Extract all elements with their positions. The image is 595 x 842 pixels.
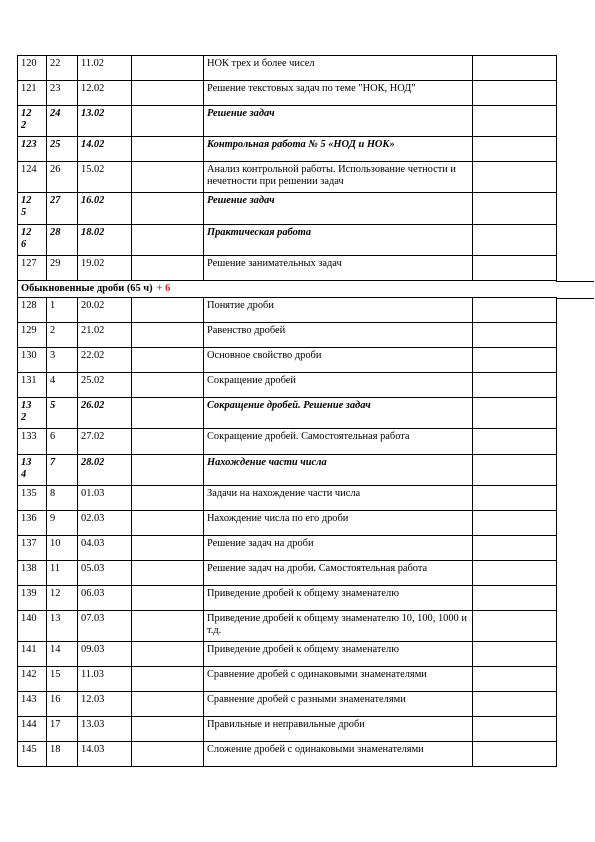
lesson-number: 142 (21, 669, 37, 680)
date-cell (78, 162, 132, 193)
actual-date-cell (132, 225, 204, 256)
actual-date-cell (132, 561, 204, 586)
topic-cell (204, 717, 473, 742)
topic-lesson-cell (47, 429, 78, 455)
notes-cell (473, 692, 557, 717)
topic-cell (204, 81, 473, 106)
topic-lesson-number: 2 (50, 325, 56, 336)
lesson-number-cell (18, 193, 47, 225)
lesson-topic: НОК трех и более чисел (207, 58, 315, 69)
lesson-number-cell (18, 137, 47, 162)
topic-cell (204, 137, 473, 162)
lesson-topic: Равенство дробей (207, 325, 286, 336)
topic-lesson-number: 4 (50, 375, 56, 386)
lesson-number: 12 2 (21, 108, 32, 131)
table-row (18, 137, 557, 162)
lesson-number: 135 (21, 488, 37, 499)
date-cell (78, 511, 132, 536)
lesson-number-cell (18, 611, 47, 642)
topic-lesson-number: 23 (50, 83, 61, 94)
lesson-number-cell (18, 256, 47, 281)
lesson-topic: Основное свойство дроби (207, 350, 322, 361)
lesson-topic: Сокращение дробей (207, 375, 296, 386)
actual-date-cell (132, 348, 204, 373)
lesson-number-cell (18, 455, 47, 486)
actual-date-cell (132, 611, 204, 642)
lesson-number-cell (18, 106, 47, 137)
lesson-date: 16.02 (81, 195, 105, 206)
topic-lesson-cell (47, 348, 78, 373)
table-row (18, 511, 557, 536)
notes-cell (473, 323, 557, 348)
lesson-topic: Решение задач (207, 108, 275, 119)
table-body-block-2 (18, 298, 557, 767)
table-row (18, 106, 557, 137)
topic-cell (204, 56, 473, 81)
lesson-number-cell (18, 56, 47, 81)
notes-cell (473, 225, 557, 256)
notes-cell (473, 667, 557, 692)
lesson-date: 18.02 (81, 227, 105, 238)
lesson-date: 27.02 (81, 431, 105, 442)
lesson-date: 26.02 (81, 400, 105, 411)
topic-lesson-number: 13 (50, 613, 61, 624)
lesson-number: 145 (21, 744, 37, 755)
actual-date-cell (132, 511, 204, 536)
lesson-date: 12.02 (81, 83, 105, 94)
topic-lesson-number: 24 (50, 108, 61, 119)
table-row (18, 455, 557, 486)
topic-lesson-cell (47, 536, 78, 561)
lesson-topic: Понятие дроби (207, 300, 274, 311)
lesson-date: 11.02 (81, 58, 104, 69)
lesson-date: 19.02 (81, 258, 105, 269)
notes-cell (473, 642, 557, 667)
lesson-number-cell (18, 429, 47, 455)
lesson-number: 121 (21, 83, 37, 94)
topic-lesson-cell (47, 225, 78, 256)
lesson-topic: Правильные и неправильные дроби (207, 719, 365, 730)
actual-date-cell (132, 106, 204, 137)
table-row (18, 193, 557, 225)
table-row (18, 561, 557, 586)
lesson-number-cell (18, 323, 47, 348)
actual-date-cell (132, 56, 204, 81)
lesson-date: 21.02 (81, 325, 105, 336)
lesson-number-cell (18, 81, 47, 106)
actual-date-cell (132, 398, 204, 429)
lesson-date: 28.02 (81, 457, 105, 468)
notes-cell (473, 81, 557, 106)
date-cell (78, 193, 132, 225)
lesson-topic: Приведение дробей к общему знаменателю (207, 644, 399, 655)
topic-lesson-number: 5 (50, 400, 56, 411)
topic-cell (204, 742, 473, 767)
topic-lesson-number: 22 (50, 58, 61, 69)
lesson-date: 09.03 (81, 644, 105, 655)
actual-date-cell (132, 742, 204, 767)
actual-date-cell (132, 586, 204, 611)
section-added-hours: + 6 (156, 283, 171, 294)
topic-cell (204, 348, 473, 373)
topic-lesson-number: 28 (50, 227, 61, 238)
lesson-number-cell (18, 717, 47, 742)
lesson-topic: Сложение дробей с одинаковыми знаменателями (207, 744, 424, 755)
lesson-number: 13 4 (21, 457, 32, 480)
date-cell (78, 611, 132, 642)
topic-cell (204, 692, 473, 717)
table-row (18, 256, 557, 281)
notes-cell (473, 486, 557, 511)
topic-lesson-number: 3 (50, 350, 56, 361)
lesson-topic: Решение занимательных задач (207, 258, 342, 269)
lesson-number-cell (18, 398, 47, 429)
lesson-number: 120 (21, 58, 37, 69)
topic-cell (204, 429, 473, 455)
topic-lesson-cell (47, 717, 78, 742)
lesson-topic: Сравнение дробей с разными знаменателями (207, 694, 406, 705)
actual-date-cell (132, 692, 204, 717)
lesson-number-cell (18, 536, 47, 561)
topic-lesson-number: 26 (50, 164, 61, 175)
notes-cell (473, 586, 557, 611)
topic-lesson-cell (47, 455, 78, 486)
actual-date-cell (132, 717, 204, 742)
lesson-date: 04.03 (81, 538, 105, 549)
lesson-topic: Приведение дробей к общему знаменателю (207, 588, 399, 599)
section-row-extension (556, 281, 594, 299)
date-cell (78, 692, 132, 717)
topic-lesson-number: 15 (50, 669, 61, 680)
lesson-number-cell (18, 742, 47, 767)
table-row (18, 81, 557, 106)
table-row (18, 536, 557, 561)
lesson-number: 124 (21, 164, 37, 175)
date-cell (78, 106, 132, 137)
lesson-number-cell (18, 586, 47, 611)
actual-date-cell (132, 193, 204, 225)
topic-lesson-number: 14 (50, 644, 61, 655)
date-cell (78, 298, 132, 323)
topic-cell (204, 398, 473, 429)
topic-lesson-cell (47, 642, 78, 667)
actual-date-cell (132, 486, 204, 511)
topic-lesson-cell (47, 511, 78, 536)
topic-cell (204, 586, 473, 611)
notes-cell (473, 742, 557, 767)
topic-lesson-cell (47, 256, 78, 281)
topic-lesson-cell (47, 586, 78, 611)
notes-cell (473, 106, 557, 137)
lesson-number: 129 (21, 325, 37, 336)
lesson-number-cell (18, 162, 47, 193)
actual-date-cell (132, 323, 204, 348)
notes-cell (473, 348, 557, 373)
table-row (18, 56, 557, 81)
topic-lesson-number: 8 (50, 488, 56, 499)
lesson-number: 123 (21, 139, 37, 150)
topic-cell (204, 642, 473, 667)
topic-lesson-cell (47, 81, 78, 106)
topic-cell (204, 323, 473, 348)
lesson-number: 137 (21, 538, 37, 549)
actual-date-cell (132, 667, 204, 692)
date-cell (78, 256, 132, 281)
table-row (18, 298, 557, 323)
table-row (18, 586, 557, 611)
topic-lesson-cell (47, 667, 78, 692)
table-row (18, 429, 557, 455)
lesson-date: 14.03 (81, 744, 105, 755)
lesson-topic: Решение задач (207, 195, 275, 206)
date-cell (78, 348, 132, 373)
lesson-number-cell (18, 486, 47, 511)
lesson-number: 143 (21, 694, 37, 705)
lesson-number: 12 6 (21, 227, 32, 250)
table-row (18, 162, 557, 193)
topic-lesson-number: 11 (50, 563, 61, 574)
lesson-topic: Задачи на нахождение части числа (207, 488, 361, 499)
section-title: Обыкновенные дроби (65 ч) (21, 283, 153, 294)
date-cell (78, 81, 132, 106)
actual-date-cell (132, 536, 204, 561)
topic-lesson-number: 17 (50, 719, 61, 730)
topic-lesson-number: 16 (50, 694, 61, 705)
topic-lesson-cell (47, 323, 78, 348)
lesson-topic: Практическая работа (207, 227, 312, 238)
lesson-date: 01.03 (81, 488, 105, 499)
topic-cell (204, 561, 473, 586)
table-row (18, 373, 557, 398)
notes-cell (473, 56, 557, 81)
notes-cell (473, 137, 557, 162)
table-row (18, 667, 557, 692)
topic-lesson-cell (47, 561, 78, 586)
lesson-topic: Контрольная работа № 5 «НОД и НОК» (207, 139, 395, 150)
topic-lesson-cell (47, 398, 78, 429)
lesson-number: 13 2 (21, 400, 32, 423)
lesson-date: 07.03 (81, 613, 105, 624)
lesson-number: 12 5 (21, 195, 32, 218)
table-row (18, 642, 557, 667)
actual-date-cell (132, 81, 204, 106)
topic-cell (204, 256, 473, 281)
lesson-number: 130 (21, 350, 37, 361)
date-cell (78, 642, 132, 667)
table-row (18, 742, 557, 767)
notes-cell (473, 193, 557, 225)
table-row (18, 348, 557, 373)
topic-lesson-number: 25 (50, 139, 61, 150)
lesson-topic: Нахождение числа по его дроби (207, 513, 349, 524)
actual-date-cell (132, 256, 204, 281)
lesson-date: 11.03 (81, 669, 104, 680)
date-cell (78, 373, 132, 398)
lesson-topic: Решение задач на дроби. Самостоятельная работа (207, 563, 428, 574)
topic-lesson-number: 12 (50, 588, 61, 599)
topic-cell (204, 193, 473, 225)
lesson-date: 15.02 (81, 164, 105, 175)
lesson-topic: Решение текстовых задач по теме "НОК, НОД" (207, 83, 416, 94)
lesson-number: 128 (21, 300, 37, 311)
actual-date-cell (132, 162, 204, 193)
topic-lesson-cell (47, 692, 78, 717)
date-cell (78, 717, 132, 742)
topic-lesson-number: 7 (50, 457, 56, 468)
topic-lesson-cell (47, 298, 78, 323)
date-cell (78, 742, 132, 767)
lesson-topic: Нахождение части числа (207, 457, 327, 468)
lesson-number-cell (18, 642, 47, 667)
topic-lesson-cell (47, 373, 78, 398)
section-title-cell (18, 281, 473, 298)
notes-cell (473, 256, 557, 281)
topic-cell (204, 162, 473, 193)
topic-cell (204, 373, 473, 398)
actual-date-cell (132, 373, 204, 398)
lesson-topic: Решение задач на дроби (207, 538, 314, 549)
lesson-number: 131 (21, 375, 37, 386)
topic-lesson-number: 1 (50, 300, 56, 311)
table-row (18, 225, 557, 256)
lesson-number: 127 (21, 258, 37, 269)
date-cell (78, 586, 132, 611)
topic-cell (204, 536, 473, 561)
lesson-plan-table (17, 55, 557, 767)
date-cell (78, 667, 132, 692)
lesson-topic: Приведение дробей к общему знаменателю 10, 100, 1000 и т.д. (207, 613, 467, 636)
lesson-number-cell (18, 225, 47, 256)
topic-cell (204, 106, 473, 137)
section-header (18, 281, 557, 298)
table-row (18, 717, 557, 742)
lesson-number: 138 (21, 563, 37, 574)
section-row (18, 281, 557, 298)
date-cell (78, 429, 132, 455)
notes-cell (473, 162, 557, 193)
notes-cell (473, 398, 557, 429)
notes-cell (473, 536, 557, 561)
section-tail-cell (473, 281, 557, 298)
lesson-date: 14.02 (81, 139, 105, 150)
topic-cell (204, 667, 473, 692)
lesson-date: 05.03 (81, 563, 105, 574)
notes-cell (473, 611, 557, 642)
lesson-number: 136 (21, 513, 37, 524)
lesson-number: 144 (21, 719, 37, 730)
lesson-date: 20.02 (81, 300, 105, 311)
lesson-topic: Сокращение дробей. Решение задач (207, 400, 371, 411)
topic-lesson-cell (47, 137, 78, 162)
lesson-date: 25.02 (81, 375, 105, 386)
table-row (18, 611, 557, 642)
topic-lesson-number: 29 (50, 258, 61, 269)
topic-lesson-number: 27 (50, 195, 61, 206)
notes-cell (473, 298, 557, 323)
table-row (18, 323, 557, 348)
topic-cell (204, 611, 473, 642)
lesson-date: 22.02 (81, 350, 105, 361)
topic-lesson-number: 9 (50, 513, 56, 524)
topic-cell (204, 225, 473, 256)
topic-lesson-cell (47, 106, 78, 137)
table-row (18, 486, 557, 511)
topic-cell (204, 511, 473, 536)
lesson-number: 133 (21, 431, 37, 442)
topic-lesson-cell (47, 611, 78, 642)
lesson-number-cell (18, 692, 47, 717)
lesson-number-cell (18, 667, 47, 692)
lesson-number-cell (18, 348, 47, 373)
topic-lesson-number: 10 (50, 538, 61, 549)
notes-cell (473, 717, 557, 742)
topic-lesson-cell (47, 56, 78, 81)
lesson-number-cell (18, 511, 47, 536)
lesson-topic: Сравнение дробей с одинаковыми знаменателями (207, 669, 427, 680)
lesson-date: 13.03 (81, 719, 105, 730)
lesson-number: 139 (21, 588, 37, 599)
table-body-block-1 (18, 56, 557, 281)
topic-lesson-cell (47, 162, 78, 193)
topic-cell (204, 486, 473, 511)
topic-lesson-number: 6 (50, 431, 56, 442)
date-cell (78, 561, 132, 586)
lesson-number-cell (18, 298, 47, 323)
date-cell (78, 323, 132, 348)
lesson-number: 141 (21, 644, 37, 655)
lesson-topic: Анализ контрольной работы. Использование четности и нечетности при решении задач (207, 164, 456, 187)
date-cell (78, 536, 132, 561)
lesson-date: 13.02 (81, 108, 105, 119)
topic-cell (204, 455, 473, 486)
date-cell (78, 225, 132, 256)
actual-date-cell (132, 642, 204, 667)
notes-cell (473, 429, 557, 455)
lesson-date: 06.03 (81, 588, 105, 599)
date-cell (78, 137, 132, 162)
lesson-number-cell (18, 561, 47, 586)
notes-cell (473, 373, 557, 398)
topic-lesson-cell (47, 193, 78, 225)
notes-cell (473, 561, 557, 586)
table-row (18, 398, 557, 429)
table-row (18, 692, 557, 717)
actual-date-cell (132, 298, 204, 323)
lesson-date: 02.03 (81, 513, 105, 524)
lesson-number: 140 (21, 613, 37, 624)
notes-cell (473, 455, 557, 486)
topic-lesson-number: 18 (50, 744, 61, 755)
date-cell (78, 486, 132, 511)
topic-lesson-cell (47, 486, 78, 511)
notes-cell (473, 511, 557, 536)
lesson-date: 12.03 (81, 694, 105, 705)
date-cell (78, 398, 132, 429)
date-cell (78, 455, 132, 486)
topic-lesson-cell (47, 742, 78, 767)
date-cell (78, 56, 132, 81)
actual-date-cell (132, 429, 204, 455)
lesson-topic: Сокращение дробей. Самостоятельная работа (207, 431, 410, 442)
topic-cell (204, 298, 473, 323)
actual-date-cell (132, 455, 204, 486)
lesson-number-cell (18, 373, 47, 398)
actual-date-cell (132, 137, 204, 162)
